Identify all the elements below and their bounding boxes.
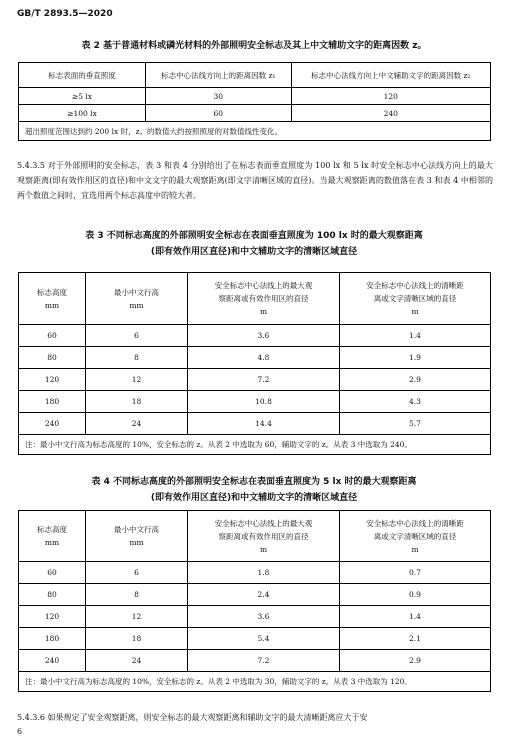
table-cell: 80: [19, 347, 86, 369]
table-row: [19, 650, 491, 672]
header-line: mm: [44, 300, 60, 310]
table-cell: 60: [146, 105, 292, 122]
table-cell: 60: [19, 562, 86, 584]
header-line: 安全标志中心法线上的最大观: [214, 518, 313, 528]
table4-caption: [0, 474, 508, 506]
table-cell: 2.9: [340, 650, 491, 672]
clause-number: 5.4.3.6: [17, 713, 45, 722]
header-line: 标志高度: [37, 287, 67, 297]
table-row: [19, 584, 491, 606]
table-cell: 7.2: [188, 369, 340, 391]
header-line: m: [259, 544, 268, 554]
header-line: 离或文字清晰区域的直径: [373, 294, 457, 303]
table3-caption: [0, 228, 508, 260]
table-cell: 1.4: [340, 606, 491, 628]
table4-header: [188, 511, 340, 562]
table-row: [19, 391, 491, 413]
table-cell: 2.9: [340, 369, 491, 391]
table-cell: 30: [146, 88, 292, 105]
table-cell: 12: [86, 369, 188, 391]
table3-header: [19, 273, 86, 325]
table-cell: 120: [291, 88, 490, 105]
table-cell: 60: [19, 325, 86, 347]
table-cell: 8: [86, 584, 188, 606]
table2-note: 超出照度范围达到约 200 lx 时，z。的数值大约按照照度的对数值线性变化。: [19, 122, 491, 141]
table4-note: 注：最小中文行高为标志高度的 10%，安全标志的 z。从表 2 中选取为 30，辅助文字的 z。从表 3 中选取为 120。: [19, 672, 491, 692]
table-cell: 3.6: [188, 325, 340, 347]
clause-number: 5.4.3.5: [17, 161, 45, 170]
table-cell: 8: [86, 347, 188, 369]
paragraph-5435: [17, 158, 493, 203]
table-cell: 4.8: [188, 347, 340, 369]
table-cell: 14.4: [188, 413, 340, 435]
table-row: [19, 413, 491, 435]
table-cell: 240: [19, 650, 86, 672]
table-cell: 2.4: [188, 584, 340, 606]
table-cell: 24: [86, 413, 188, 435]
caption-line: 表 4 不同标志高度的外部照明安全标志在表面垂直照度为 5 lx 时的最大观察距离: [91, 477, 417, 487]
table2-header: 标志中心法线方向上中文辅助文字的距离因数 z₂: [291, 63, 490, 88]
table-cell: 0.7: [340, 562, 491, 584]
header-line: mm: [129, 538, 144, 547]
table-cell: 6: [86, 562, 188, 584]
table4-header: [19, 511, 86, 562]
caption-line: 表 3 不同标志高度的外部照明安全标志在表面垂直照度为 100 lx 时的最大观察距离: [85, 231, 423, 241]
table-cell: 5.4: [188, 628, 340, 650]
table2: [18, 62, 491, 141]
table-cell: 7.2: [188, 650, 340, 672]
table-row: [19, 88, 491, 105]
table-cell: 18: [86, 628, 188, 650]
header-line: m: [411, 544, 419, 554]
header-line: m: [411, 307, 419, 316]
table4-header: [86, 511, 188, 562]
table-cell: 1.9: [340, 347, 491, 369]
table-cell: 240: [291, 105, 490, 122]
clause-text: 对于外部照明的安全标志，表 3 和表 4 分别给出了在标志表面垂直照度为 100 lx 和 5 lx 时安全标志中心法线方向上的最大观察距离(即有效作用区的直径)和中文文字的最大观察距离(即文字清晰区域的直径)。当最大观察距离的数值落在表 3 和表 4 中相邻的两个数值之间时，宜选用两个标志高度中的较大者。: [17, 161, 494, 200]
caption-line: (即有效作用区直径)和中文辅助文字的清晰区域直径: [150, 247, 358, 257]
paragraph-5436: [17, 710, 493, 725]
header-line: mm: [44, 538, 60, 547]
header-line: 安全标志中心法线上的清晰距: [366, 281, 464, 290]
header-line: 最小中文行高: [114, 525, 159, 534]
header-line: 离或文字清晰区域的直径: [373, 531, 457, 541]
document-code: GB/T 2893.5—2020: [17, 9, 113, 19]
table-cell: 1.4: [340, 325, 491, 347]
table-cell: 24: [86, 650, 188, 672]
table2-header: 标志表面的垂直照度: [19, 63, 146, 88]
table3-header: [86, 273, 188, 325]
table-cell: 180: [19, 628, 86, 650]
clause-text: 如果规定了安全观察距离，则安全标志的最大观察距离和辅助文字的最大清晰距离应大于安: [47, 713, 368, 722]
table-cell: 80: [19, 584, 86, 606]
table-row: [19, 105, 491, 122]
table-row: [19, 606, 491, 628]
header-line: 察距离或有效作用区的直径: [218, 531, 309, 541]
table-cell: 2.1: [340, 628, 491, 650]
table-row: [19, 325, 491, 347]
table-cell: 180: [19, 391, 86, 413]
table-cell: 3.6: [188, 606, 340, 628]
table-row: [19, 369, 491, 391]
header-line: 最小中文行高: [114, 287, 159, 297]
table-cell: 12: [86, 606, 188, 628]
table-row: [19, 347, 491, 369]
caption-line: (即有效作用区直径)和中文辅助文字的清晰区域直径: [150, 493, 358, 503]
header-line: 安全标志中心法线上的最大观: [214, 281, 313, 290]
table4: [18, 510, 491, 692]
table-row: [19, 562, 491, 584]
table-cell: 5.7: [340, 413, 491, 435]
table2-header: 标志中心法线方向上的距离因数 z₁: [146, 63, 292, 88]
header-line: 标志高度: [37, 525, 67, 534]
header-line: 安全标志中心法线上的清晰距: [366, 518, 464, 528]
header-line: 察距离或有效作用区的直径: [218, 294, 309, 303]
table-cell: 120: [19, 606, 86, 628]
table3-note: 注：最小中文行高为标志高度的 10%，安全标志的 z。从表 2 中选取为 60，辅助文字的 z。从表 3 中选取为 240。: [19, 435, 491, 455]
table-cell: 240: [19, 413, 86, 435]
table-cell: 0.9: [340, 584, 491, 606]
table-cell: ≥5 lx: [19, 88, 146, 105]
table3-header: [188, 273, 340, 325]
table2-caption: 表 2 基于普通材料或磷光材料的外部照明安全标志及其上中文辅助文字的距离因数 z。: [81, 41, 427, 51]
header-line: m: [259, 307, 268, 316]
table-cell: 1.8: [188, 562, 340, 584]
table-cell: 6: [86, 325, 188, 347]
table-row: [19, 628, 491, 650]
header-line: mm: [129, 300, 144, 310]
page-number: 6: [17, 727, 23, 736]
table-cell: 10.8: [188, 391, 340, 413]
table-cell: 120: [19, 369, 86, 391]
table-cell: 4.3: [340, 391, 491, 413]
table-cell: ≥100 lx: [19, 105, 146, 122]
table4-header: [340, 511, 491, 562]
table3-header: [340, 273, 491, 325]
table-cell: 18: [86, 391, 188, 413]
table3: [18, 272, 491, 455]
